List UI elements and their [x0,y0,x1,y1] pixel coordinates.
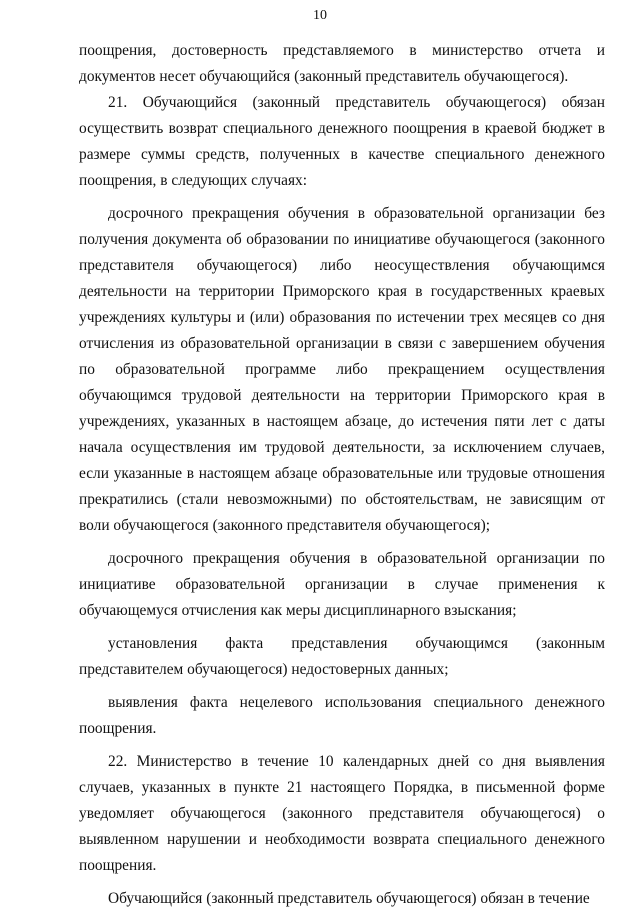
paragraph-continuation: поощрения, достоверность представляемого в министерство отчета и документов несет обучающийся (законный представитель обучающегося). [79,42,605,85]
paragraph-case-misuse: выявления факта нецелевого использования специального денежного поощрения. [79,694,605,737]
document-body [79,38,605,912]
paragraph-case-early-termination: досрочного прекращения обучения в образовательной организации без получения документа об образовании по инициативе обучающегося (законного представителя обучающегося) либо неосуществления обучающимся деятельности на территории Приморского края в государственных краевых учреждениях культуры и (или) образования по истечении трех месяцев со дня отчисления из образовательной организации в связи с завершением обучения по образовательной программе либо прекращением осуществления обучающимся трудовой деятельности на территории Приморского края в учреждениях, указанных в настоящем абзаце, до истечения пяти лет с даты начала осуществления им трудовой деятельности, за исключением случаев, если указанные в настоящем абзаце образовательные или трудовые отношения прекратились (стали невозможными) по обстоятельствам, не зависящим от воли обучающегося (законного представителя обучающегося); [79,205,605,534]
paragraph-item-22: 22. Министерство в течение 10 календарных дней со дня выявления случаев, указанных в пункте 21 настоящего Порядка, в письменной форме уведомляет обучающегося (законного представителя обучающегося) о выявленном нарушении и необходимости возврата специального денежного поощрения. [79,753,605,874]
paragraph-case-disciplinary: досрочного прекращения обучения в образовательной организации по инициативе образовательной организации в случае применения к обучающемуся отчисления как меры дисциплинарного взыскания; [79,550,605,619]
page-number: 10 [313,8,327,23]
paragraph-item-21: 21. Обучающийся (законный представитель обучающегося) обязан осуществить возврат специального денежного поощрения в краевой бюджет в размере суммы средств, полученных в качестве специального денежного поощрения, в следующих случаях: [79,94,605,189]
paragraph-obligation: Обучающийся (законный представитель обучающегося) обязан в течение [108,890,590,907]
paragraph-case-false-data: установления факта представления обучающимся (законным представителем обучающегося) недостоверных данных; [79,635,605,678]
